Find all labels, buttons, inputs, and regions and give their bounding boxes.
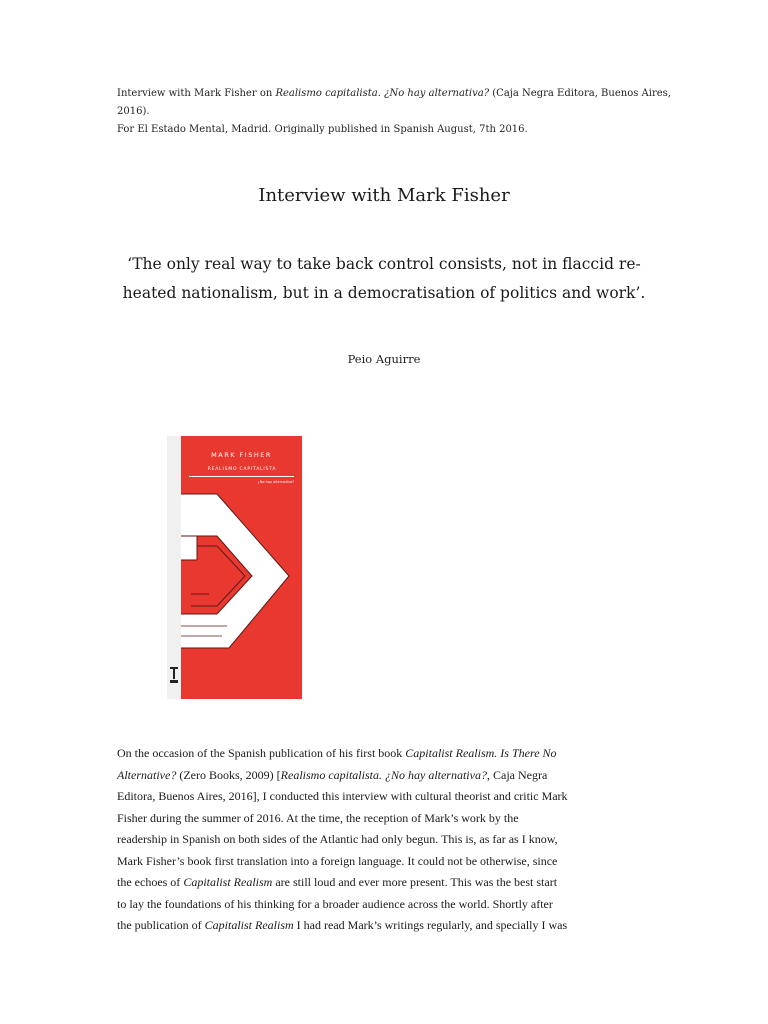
body-line: the publication of Capitalist Realism I had read Mark’s writings regularly, and specially I was [117, 918, 568, 932]
note-text: Interview with Mark Fisher on [117, 88, 276, 99]
cover-subtitle: ¿No hay alternativa? [257, 480, 294, 484]
body-line: Alternative? (Zero Books, 2009) [Realismo capitalista. ¿No hay alternativa?, Caja Negra [117, 767, 548, 782]
body-line: the echoes of Capitalist Realism are still loud and ever more present. This was the best start [117, 875, 558, 889]
publication-note-line-1 [117, 85, 677, 121]
cover-title: REALISMO CAPITALISTA [207, 467, 277, 472]
book-title: Capitalist Realism [183, 875, 273, 889]
book-title: Capitalist Realism [204, 918, 294, 932]
body-line: On the occasion of the Spanish publication of his first book Capitalist Realism. Is There No [117, 746, 557, 760]
pull-quote-line-2: heated nationalism, but in a democratisation of politics and work’. [122, 284, 646, 302]
note-text: (Caja Negra Editora, Buenos Aires, 2016). [117, 88, 671, 117]
book-title: Realismo capitalista. ¿No hay alternativa? [280, 767, 487, 782]
body-line: readership in Spanish on both sides of the Atlantic had only begun. This is, as far as I know, [117, 832, 558, 846]
publication-note-line-2: For El Estado Mental, Madrid. Originally published in Spanish August, 7th 2016. [117, 124, 528, 135]
author-name: Peio Aguirre [347, 352, 421, 366]
body-line: to lay the foundations of his thinking for a broader audience across the world. Shortly after [117, 896, 553, 911]
body-line: Fisher during the summer of 2016. At the time, the reception of Mark’s work by the [117, 810, 519, 825]
body-line: Mark Fisher’s book first translation into a foreign language. It could not be otherwise, since [117, 853, 558, 868]
book-cover-image [167, 436, 302, 699]
publication-note [117, 85, 677, 139]
book-title: Capitalist Realism. Is There No [405, 746, 557, 760]
article-body [117, 743, 657, 937]
note-book-title: Realismo capitalista. ¿No hay alternativa? [275, 88, 490, 99]
cover-author: MARK FISHER [211, 451, 272, 459]
cover-rule [189, 476, 294, 477]
pull-quote-line-1: ‘The only real way to take back control consists, not in flaccid re- [127, 255, 641, 273]
book-title: Alternative? [117, 767, 177, 782]
pull-quote [100, 250, 668, 308]
publisher-logo-icon [169, 666, 179, 684]
page-title: Interview with Mark Fisher [258, 185, 510, 206]
body-line: Editora, Buenos Aires, 2016], I conducted this interview with cultural theorist and critic Mark [117, 789, 568, 803]
